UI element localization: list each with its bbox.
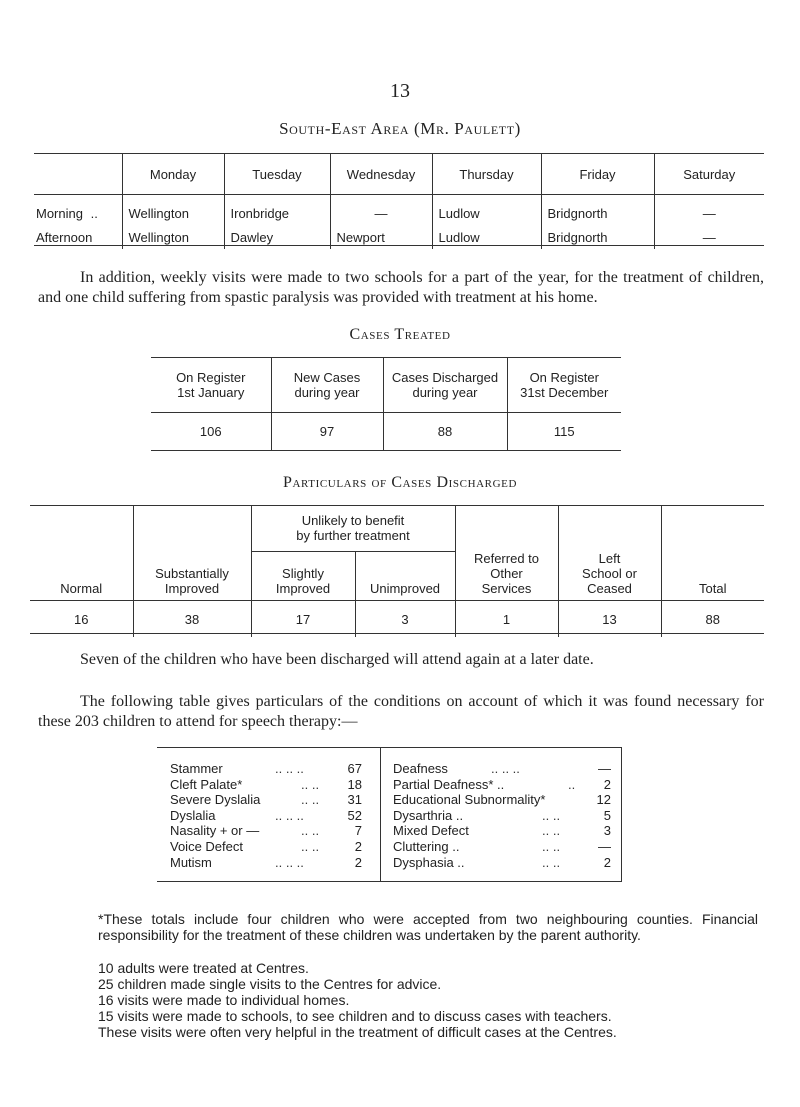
cases-bottom-rule [151,450,621,451]
area-heading-text: South-East Area (Mr. Paulett) [279,119,521,138]
schedule-cell: Ludlow [432,225,541,249]
condition-row: Dysarthria .. .. .. 5 [393,807,611,823]
schedule-cell: Ludlow [432,195,541,226]
condition-row: Partial Deafness* .. .. 2 [393,776,611,792]
conditions-divider [380,747,381,882]
condition-row: Cleft Palate* .. .. 18 [170,776,362,792]
unlikely-header: Unlikely to benefit by further treatment [251,505,455,552]
schedule-table [34,154,764,249]
condition-row: Dyslalia .. .. .. 52 [170,807,362,823]
particulars-value: 38 [133,601,251,638]
cases-treated-heading-text: Cases Treated [349,326,451,343]
schedule-cell: Newport [330,225,432,249]
paragraph-discharged: Seven of the children who have been discharged will attend again at a later date. [80,651,594,668]
normal-header: Normal [60,581,103,596]
note-line: These visits were often very helpful in the treatment of difficult cases at the Centres. [98,1024,617,1040]
referred-header: Referred to Other Services [455,505,558,601]
cases-header-row [151,357,621,413]
substantially-header: Substantially Improved [133,505,251,601]
particulars-value: 16 [30,601,133,638]
particulars-table [30,505,764,637]
cases-header: On Register 31st December [507,357,621,413]
condition-row: Educational Subnormality* 12 [393,792,611,808]
day-header: Friday [541,154,654,195]
condition-row: Severe Dyslalia .. .. 31 [170,792,362,808]
cases-header: On Register 1st January [151,357,271,413]
slightly-header: Slightly Improved [251,552,355,601]
cases-value-row [151,413,621,451]
area-heading [0,119,800,139]
conditions-right-column [393,761,613,870]
particulars-value: 3 [355,601,455,638]
day-header: Saturday [654,154,764,195]
total-header: Total [661,505,764,601]
condition-row: Deafness .. .. .. — [393,761,611,776]
schedule-cell: Wellington [122,195,224,226]
schedule-cell: Dawley [224,225,330,249]
conditions-bottom-rule [157,881,622,882]
session-label: Morning .. [36,205,98,221]
condition-row: Mutism .. .. .. 2 [170,854,362,870]
condition-row: Stammer .. .. .. 67 [170,761,362,776]
condition-row: Nasality + or — .. .. 7 [170,823,362,839]
cases-header: New Cases during year [271,357,383,413]
particulars-heading-text: Particulars of Cases Discharged [282,474,518,491]
cases-value: 115 [507,413,621,451]
schedule-corner [34,154,122,195]
particulars-value: 88 [661,601,764,638]
session-label: Afternoon [36,229,93,245]
cases-value: 97 [271,413,383,451]
cases-treated-heading [0,326,800,344]
paragraph-conditions: The following table gives particulars of the conditions on account of which it was found necessary for these 203 children to attend for speech therapy:— [38,693,764,730]
conditions-top-rule [157,747,622,748]
schedule-cell: Bridgnorth [541,225,654,249]
cases-treated-table [151,357,621,450]
schedule-header-row [34,154,764,195]
day-header: Wednesday [330,154,432,195]
note-line: 15 visits were made to schools, to see children and to discuss cases with teachers. [98,1008,612,1024]
particulars-header-row-1 [30,505,764,552]
page-number: 13 [390,80,410,102]
note-line: 25 children made single visits to the Centres for advice. [98,976,442,992]
left-school-header: Left School or Ceased [558,505,661,601]
footnote-star-text: *These totals include four children who were accepted from two neighbouring counties. Financial responsibility for the treatment of these children was undertaken by the parent authority. [98,911,758,943]
conditions-left-column [170,761,372,870]
conditions-right-border [621,747,622,882]
condition-row: Dysphasia .. .. .. 2 [393,854,611,870]
condition-row: Mixed Defect .. .. 3 [393,823,611,839]
footnote-star [98,911,758,943]
cases-value: 106 [199,424,222,439]
note-line: 10 adults were treated at Centres. [98,960,309,976]
particulars-value-row [30,601,764,638]
day-header: Monday [122,154,224,195]
particulars-heading [0,474,800,492]
cases-value: 88 [383,413,507,451]
day-header: Tuesday [224,154,330,195]
particulars-value: 17 [251,601,355,638]
note-line: 16 visits were made to individual homes. [98,992,350,1008]
condition-row: Cluttering .. .. .. — [393,838,611,854]
schedule-bottom-rule [34,245,764,246]
schedule-cell: — [654,195,764,226]
notes-list [98,960,758,1040]
paragraph-visits: In addition, weekly visits were made to two schools for a part of the year, for the treatment of children, and one child suffering from spastic paralysis was provided with treatment at his home. [38,269,764,306]
schedule-cell: — [654,225,764,249]
particulars-bottom-rule [30,633,764,634]
schedule-cell: Bridgnorth [541,195,654,226]
condition-row: Voice Defect .. .. 2 [170,838,362,854]
unimproved-header: Unimproved [355,552,455,601]
cases-header: Cases Discharged during year [383,357,507,413]
particulars-value: 1 [455,601,558,638]
day-header: Thursday [432,154,541,195]
schedule-cell: Ironbridge [224,195,330,226]
schedule-cell: — [330,195,432,226]
schedule-cell: Wellington [122,225,224,249]
particulars-value: 13 [558,601,661,638]
conditions-table [157,747,622,882]
schedule-row-morning [34,195,764,226]
